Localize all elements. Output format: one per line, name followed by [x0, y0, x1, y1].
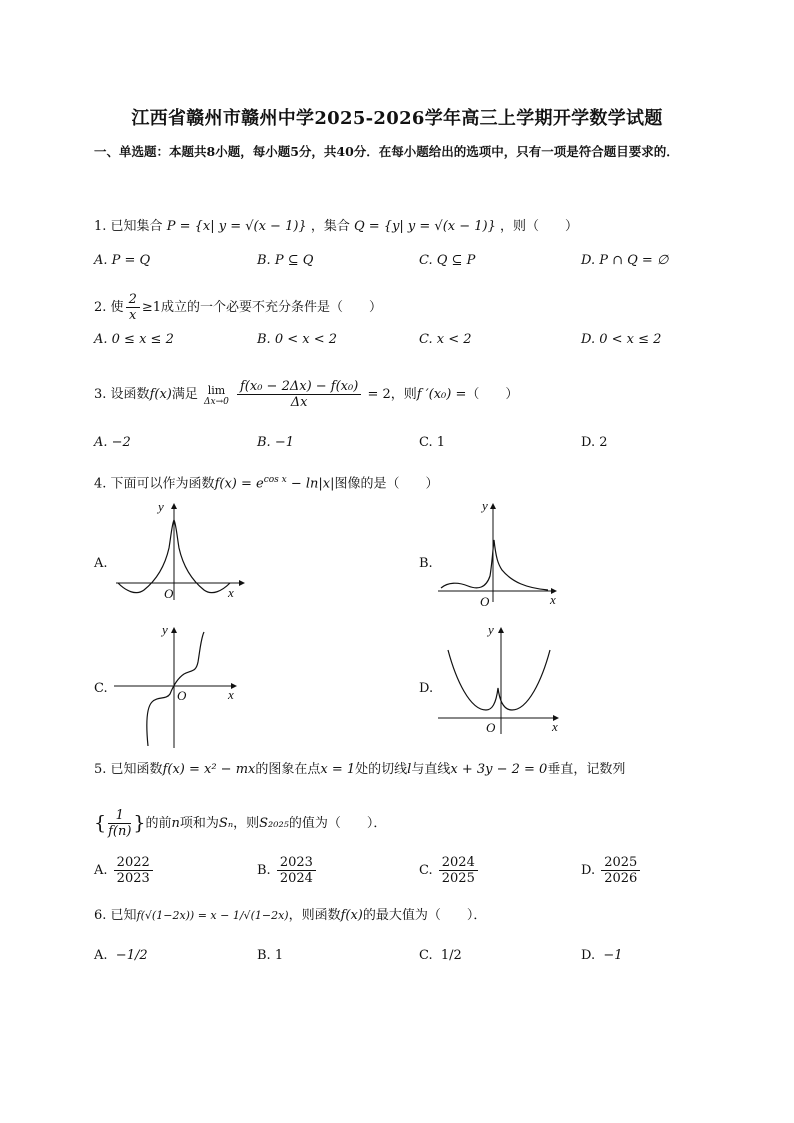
- curve-b: [441, 540, 548, 590]
- q4-option-b[interactable]: B.: [419, 556, 433, 571]
- svg-text:x: x: [552, 719, 558, 734]
- q5-option-a[interactable]: A. $\frac{2022}{2023}$: [94, 855, 155, 886]
- q1-option-c[interactable]: C. Q ⊆ P: [419, 253, 476, 268]
- svg-text:O: O: [486, 720, 496, 735]
- q5-option-d[interactable]: D. $\frac{2025}{2026}$: [581, 855, 642, 886]
- svg-text:y: y: [488, 622, 494, 637]
- graph-a[interactable]: [112, 498, 252, 603]
- question-5-line2: { $\frac{1}{f(n)}$ }的前n项和为Sₙ，则S₂₀₂₅的值为（ ）．: [94, 808, 387, 839]
- svg-text:x: x: [550, 592, 556, 607]
- question-4: 4. 下面可以作为函数$f(x) = e^{cos x} - \ln|x|$图像的是（ ）: [94, 475, 439, 492]
- svg-text:O: O: [177, 688, 187, 703]
- q5-option-c[interactable]: C. $\frac{2024}{2025}$: [419, 855, 480, 886]
- q3-option-d[interactable]: D. 2: [581, 435, 608, 450]
- q6-option-d[interactable]: D. −1: [581, 948, 623, 963]
- question-2: 2. 使 $\frac{2}{x}$ ≥1成立的一个必要不充分条件是（ ）: [94, 292, 383, 323]
- set-p: P = {x| y = √(x − 1)}: [166, 219, 307, 234]
- q4-option-d[interactable]: D.: [419, 681, 434, 696]
- question-6: 6. 已知f(√(1−2x)) = x − 1/√(1−2x)，则函数f(x)的最大值为（ ）．: [94, 908, 487, 923]
- question-5: 5. 已知函数f(x) = x² − mx的图象在点x = 1处的切线l与直线x + 3y − 2 = 0垂直，记数列: [94, 762, 626, 777]
- svg-text:y: y: [482, 498, 488, 513]
- graph-c[interactable]: [112, 622, 252, 750]
- q3-option-a[interactable]: A. −2: [94, 435, 131, 450]
- svg-text:x: x: [228, 687, 234, 702]
- question-3: 3. 设函数f(x)满足 lim Δx→0 $\frac{\text{f(x₀ − 2Δx) − f(x₀)}}{\Delta x}$ = 2，则f ′(x₀) =（ ）: [94, 379, 519, 410]
- q2-option-d[interactable]: D. 0 < x ≤ 2: [581, 332, 662, 347]
- question-1: 1. 已知集合 P = {x| y = √(x − 1)} ，集合 Q = {y| y = √(x − 1)} ，则（ ）: [94, 219, 579, 234]
- page-title: 江西省赣州市赣州中学2025-2026学年高三上学期开学数学试题: [131, 108, 663, 129]
- q1-option-b[interactable]: B. P ⊆ Q: [257, 253, 314, 268]
- q3-option-b[interactable]: B. −1: [257, 435, 294, 450]
- svg-text:x: x: [228, 585, 234, 600]
- q1-option-a[interactable]: A. P = Q: [94, 253, 151, 268]
- graph-b[interactable]: [436, 498, 564, 610]
- svg-text:y: y: [158, 499, 164, 514]
- curve-d: [448, 650, 550, 710]
- q5-option-b[interactable]: B. $\frac{2023}{2024}$: [257, 855, 318, 886]
- curve-c: [147, 632, 204, 746]
- q6-option-b[interactable]: B. 1: [257, 948, 284, 963]
- section-header: 一、单选题：本题共8小题，每小题5分，共40分．在每小题给出的选项中，只有一项是符合题目要求的．: [94, 144, 679, 159]
- svg-text:O: O: [480, 594, 490, 609]
- graph-d[interactable]: [436, 622, 564, 738]
- q3-option-c[interactable]: C. 1: [419, 435, 446, 450]
- svg-text:y: y: [162, 622, 168, 637]
- svg-text:O: O: [164, 586, 174, 601]
- q6-option-c[interactable]: C. 1/2: [419, 948, 462, 963]
- q2-option-c[interactable]: C. x < 2: [419, 332, 472, 347]
- q1-option-d[interactable]: D. P ∩ Q = ∅: [581, 253, 669, 268]
- q2-option-a[interactable]: A. 0 ≤ x ≤ 2: [94, 332, 174, 347]
- q6-option-a[interactable]: A. −1/2: [94, 948, 148, 963]
- q4-option-a[interactable]: A.: [94, 556, 108, 571]
- set-q: Q = {y| y = √(x − 1)}: [353, 219, 496, 234]
- q2-option-b[interactable]: B. 0 < x < 2: [257, 332, 338, 347]
- q4-option-c[interactable]: C.: [94, 681, 108, 696]
